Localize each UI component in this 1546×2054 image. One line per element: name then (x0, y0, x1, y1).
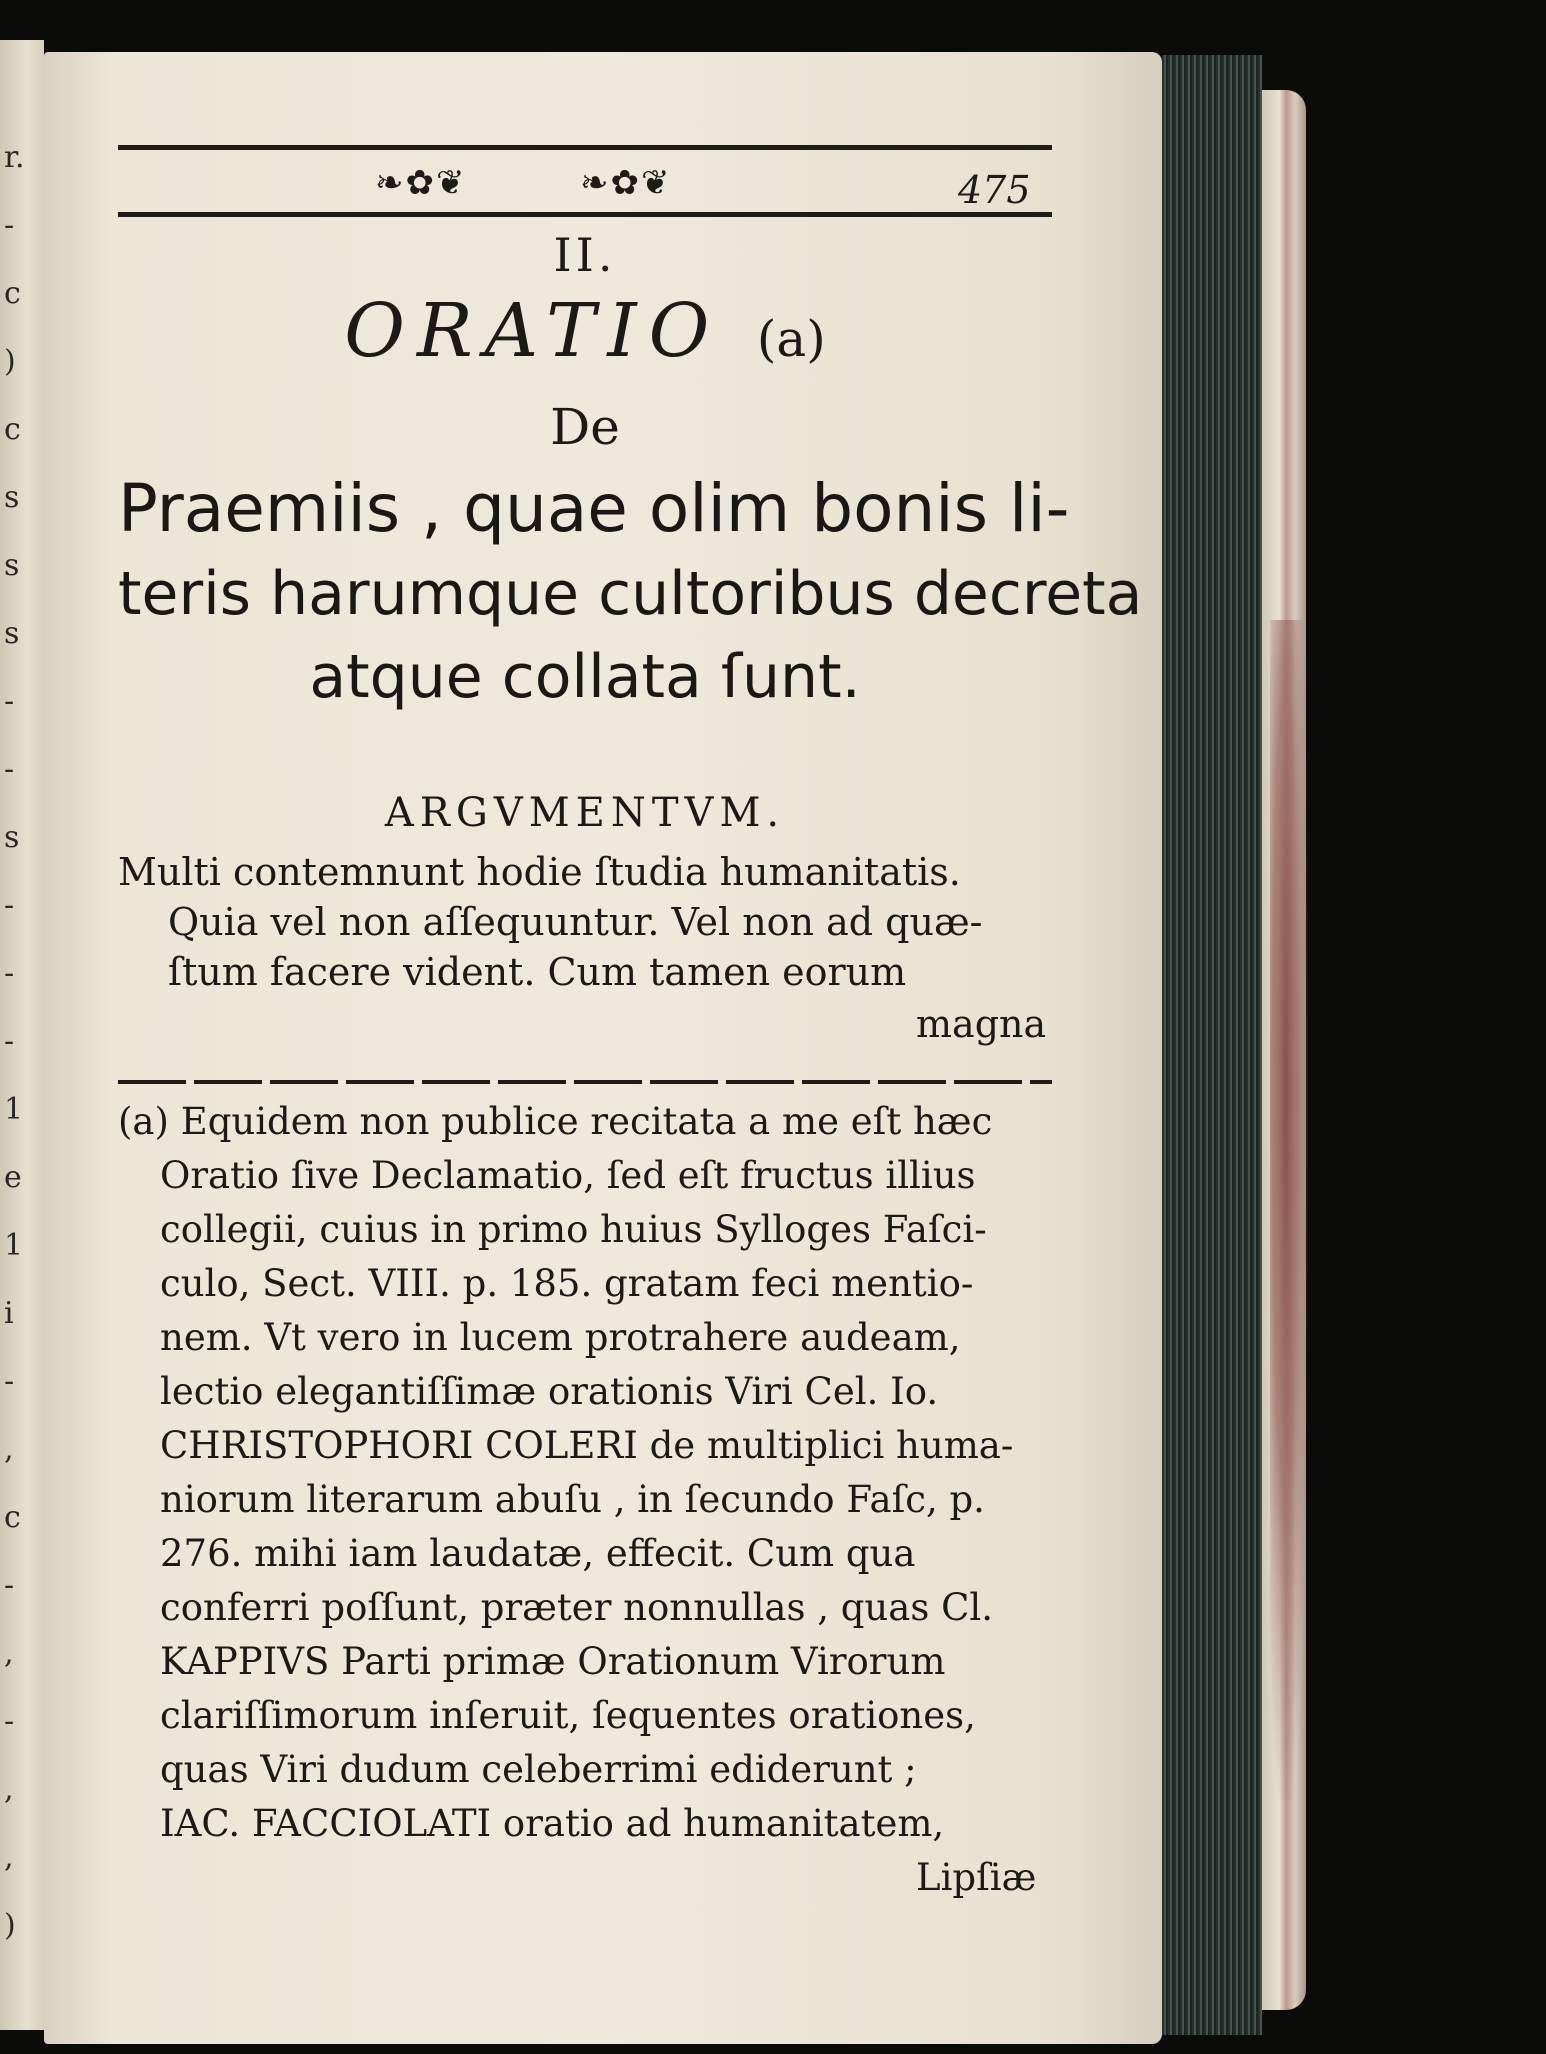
heading-line-2: teris harumque cultoribus decreta (118, 559, 1143, 629)
footnote-line: collegii, cuius in primo huius Sylloges Faſci- (160, 1208, 987, 1251)
footnote-line: lectio elegantiſſimæ orationis Viri Cel. Io. (160, 1370, 939, 1413)
footnote-line: (a) Equidem non publice recitata a me eſt hæc (118, 1100, 993, 1143)
oration-title (118, 288, 1052, 374)
left-page-margin-glyph: s (4, 820, 20, 855)
left-page-margin-glyph: - (4, 684, 15, 719)
left-page-margin-glyph: c (4, 276, 21, 311)
left-page-margin-glyph: , (4, 1636, 14, 1671)
footnote-line: clariſſimorum inſeruit, ſequentes orationes, (160, 1694, 976, 1737)
footnote-line: culo, Sect. VIII. p. 185. gratam feci mentio- (160, 1262, 974, 1305)
header-rule-top (118, 145, 1052, 150)
left-page-margin-glyph: 1 (4, 1228, 24, 1263)
ornament-right: ❧✿❦ (580, 163, 672, 203)
argument-line-3: ſtum facere vident. Cum tamen eorum (168, 950, 907, 994)
argument-line-2: Quia vel non aſſequuntur. Vel non ad quæ- (168, 900, 983, 944)
footnote-line: quas Viri dudum celeberrimi ediderunt ; (160, 1748, 917, 1791)
footnote-line: niorum literarum abuſu , in ſecundo Faſc, p. (160, 1478, 985, 1521)
left-page-margin-glyph: - (4, 1024, 15, 1059)
left-page-margin-glyph: s (4, 616, 20, 651)
left-page-margin-glyph: ) (4, 344, 16, 379)
left-page-margin-glyph: s (4, 480, 20, 515)
left-page-margin-glyph: - (4, 752, 15, 787)
heading-line-3: atque collata ſunt. (309, 642, 861, 712)
left-page-margin-glyph: - (4, 956, 15, 991)
footnote-line: IAC. FACCIOLATI oratio ad humanitatem, (160, 1802, 945, 1845)
footnote-separator (118, 1080, 1052, 1084)
left-page-margin-glyph: - (4, 1568, 15, 1603)
left-page-margin-glyph: i (4, 1296, 14, 1331)
left-page-margin-glyph: r. (4, 140, 25, 175)
preposition: De (550, 398, 620, 456)
footnote-line: Lipſiæ (916, 1856, 1037, 1899)
left-page-margin-glyph: - (4, 208, 15, 243)
left-page-margin-glyph: c (4, 412, 21, 447)
footnote-line: CHRISTOPHORI COLERI de multiplici huma- (160, 1424, 1014, 1467)
page-number: 475 (958, 168, 1031, 212)
left-page-margin-glyph: c (4, 1500, 21, 1535)
footnote-line: conferri poſſunt, præter nonnullas , quas Cl. (160, 1586, 993, 1629)
footnote-mark: (a) (756, 310, 826, 368)
left-page-margin-glyph: , (4, 1840, 14, 1875)
left-page-margin-glyph: - (4, 888, 15, 923)
cover-stain (1270, 620, 1308, 1800)
argument-line-1: Multi contemnunt hodie ſtudia humanitatis. (118, 850, 961, 894)
catchword: magna (916, 1002, 1047, 1046)
ornament-left: ❧✿❦ (375, 163, 467, 203)
left-page-margin-glyph: - (4, 1704, 15, 1739)
left-page-margin-glyph: e (4, 1160, 22, 1195)
header-rule-bottom (118, 212, 1052, 217)
footnote-line: KAPPIVS Parti primæ Orationum Virorum (160, 1640, 946, 1683)
heading-line-1: Praemiis , quae olim bonis li- (118, 470, 1070, 547)
footnote-line: nem. Vt vero in lucem protrahere audeam, (160, 1316, 961, 1359)
argument-title: ARGVMENTVM. (384, 790, 786, 836)
left-page-margin-glyph: - (4, 1364, 15, 1399)
left-page-margin-glyph: , (4, 1772, 14, 1807)
left-page-margin-glyph: , (4, 1432, 14, 1467)
left-page-margin-glyph: 1 (4, 1092, 24, 1127)
left-page-edge (0, 40, 44, 2030)
page-block-edges (1162, 55, 1262, 2035)
footnote-line: 276. mihi iam laudatæ, effecit. Cum qua (160, 1532, 916, 1575)
section-number: II. (553, 228, 617, 282)
footnote-line: Oratio ſive Declamatio, ſed eſt fructus illius (160, 1154, 976, 1197)
left-page-margin-glyph: s (4, 548, 20, 583)
left-page-margin-glyph: ) (4, 1908, 16, 1943)
oration-title-text: ORATIO (344, 288, 722, 374)
